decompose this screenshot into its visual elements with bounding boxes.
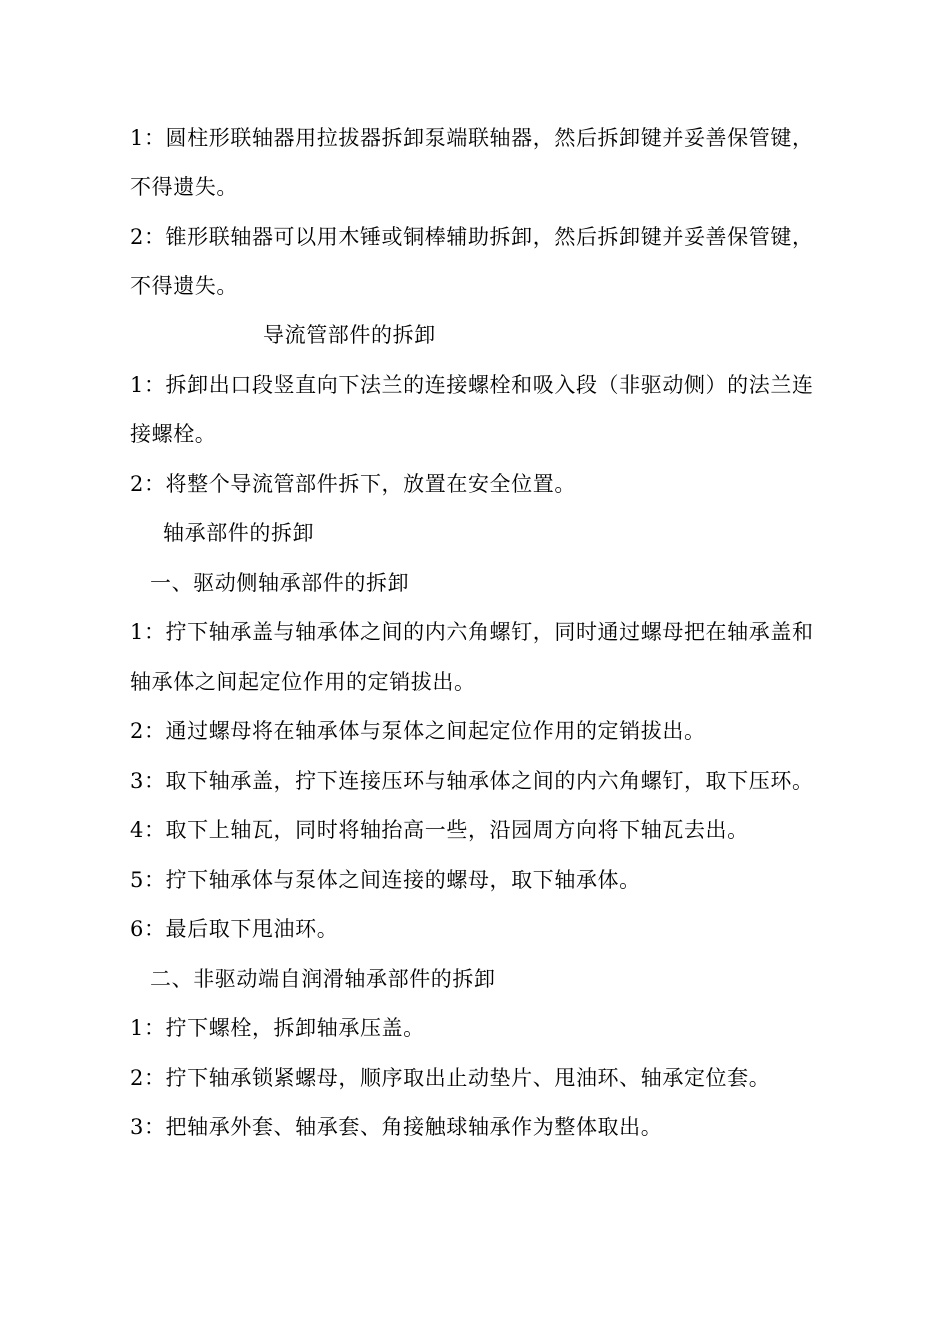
bearing-heading: 轴承部件的拆卸: [163, 521, 315, 545]
guide-tube-item-2: 2：将整个导流管部件拆下，放置在安全位置。: [130, 472, 576, 496]
drive-side-item-1-line-2: 轴承体之间起定位作用的定销拔出。: [130, 670, 476, 694]
non-drive-side-item-2: 2：拧下轴承锁紧螺母，顺序取出止动垫片、甩油环、轴承定位套。: [130, 1066, 771, 1090]
coupling-item-1-line-1: 1：圆柱形联轴器用拉拔器拆卸泵端联轴器，然后拆卸键并妥善保管键，: [130, 126, 814, 150]
drive-side-item-5: 5：拧下轴承体与泵体之间连接的螺母，取下轴承体。: [130, 868, 641, 892]
guide-tube-heading: 导流管部件的拆卸: [263, 323, 436, 347]
drive-side-item-1-line-1: 1：拧下轴承盖与轴承体之间的内六角螺钉，同时通过螺母把在轴承盖和: [130, 620, 814, 644]
guide-tube-item-1-line-1: 1：拆卸出口段竖直向下法兰的连接螺栓和吸入段（非驱动侧）的法兰连: [130, 373, 814, 397]
non-drive-side-heading: 二、非驱动端自润滑轴承部件的拆卸: [150, 967, 496, 991]
drive-side-item-3: 3：取下轴承盖，拧下连接压环与轴承体之间的内六角螺钉，取下压环。: [130, 769, 814, 793]
drive-side-heading: 一、驱动侧轴承部件的拆卸: [150, 571, 410, 595]
drive-side-item-4: 4：取下上轴瓦，同时将轴抬高一些，沿园周方向将下轴瓦去出。: [130, 818, 749, 842]
guide-tube-item-1-line-2: 接螺栓。: [130, 422, 217, 446]
coupling-item-2-line-2: 不得遗失。: [130, 274, 238, 298]
non-drive-side-item-1: 1：拧下螺栓，拆卸轴承压盖。: [130, 1016, 425, 1040]
drive-side-item-2: 2：通过螺母将在轴承体与泵体之间起定位作用的定销拔出。: [130, 719, 706, 743]
coupling-item-1-line-2: 不得遗失。: [130, 175, 238, 199]
coupling-item-2-line-1: 2：锥形联轴器可以用木锤或铜棒辅助拆卸，然后拆卸键并妥善保管键，: [130, 225, 814, 249]
non-drive-side-item-3: 3：把轴承外套、轴承套、角接触球轴承作为整体取出。: [130, 1115, 663, 1139]
drive-side-item-6: 6：最后取下甩油环。: [130, 917, 339, 941]
